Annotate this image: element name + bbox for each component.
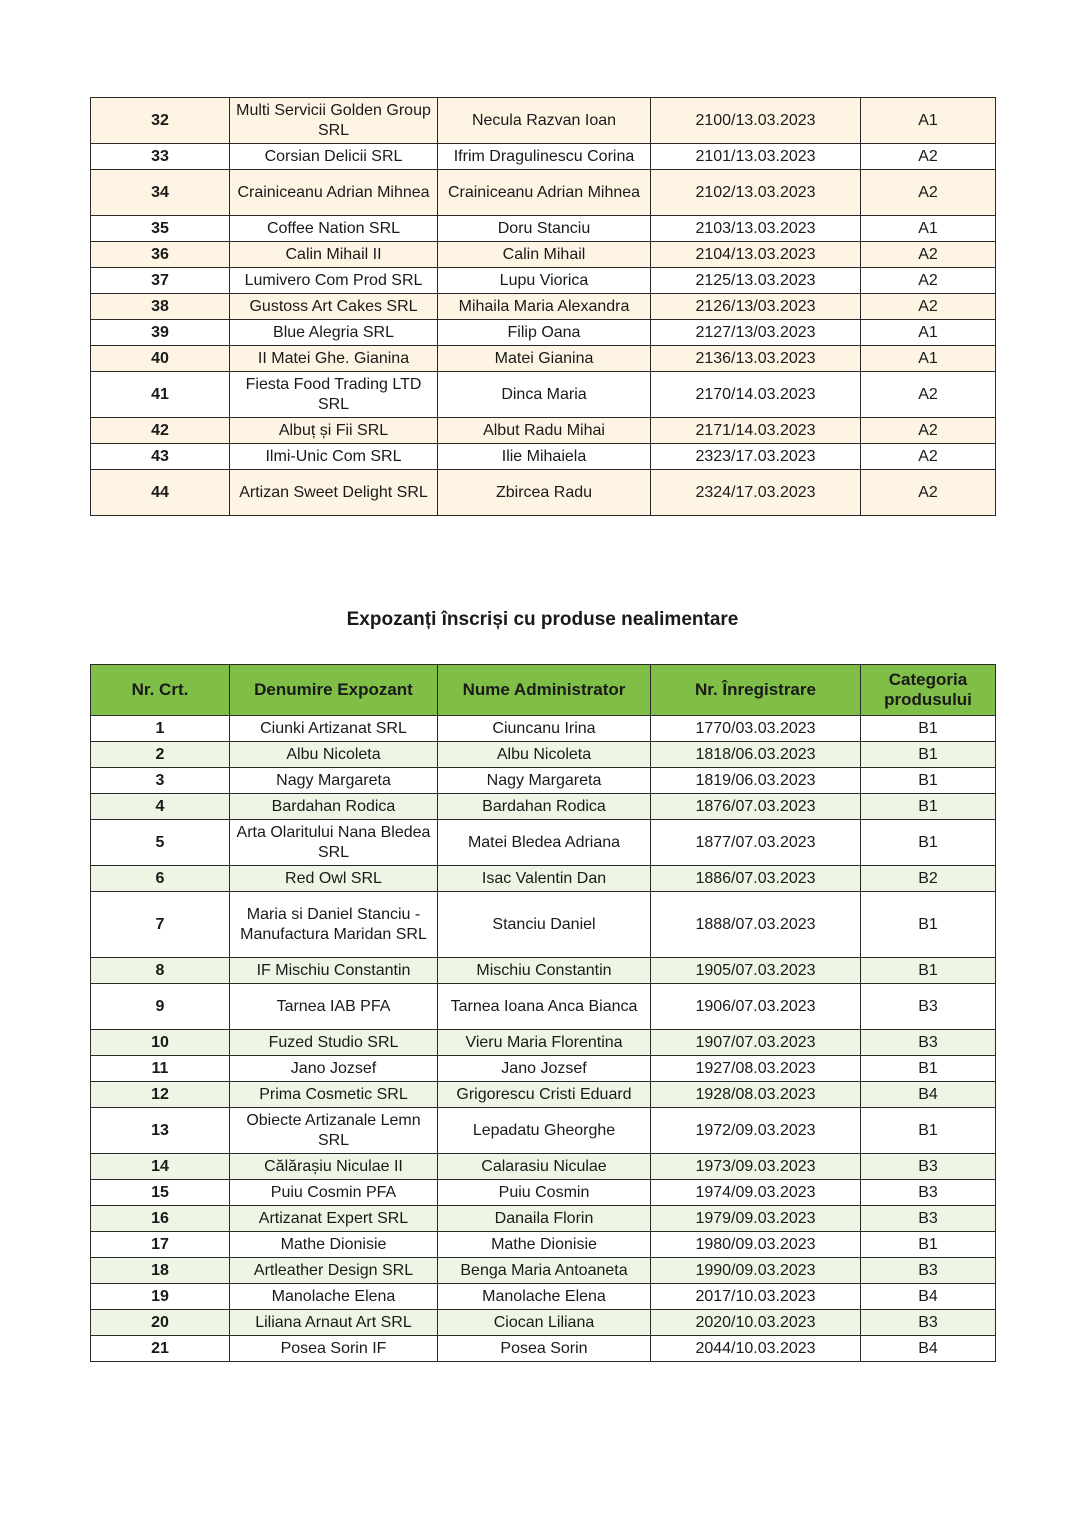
cell-nume-administrator: Ifrim Dragulinescu Corina <box>438 144 651 170</box>
table-row <box>91 1154 996 1180</box>
cell-denumire-expozant: Corsian Delicii SRL <box>230 144 438 170</box>
cell-nr-crt: 41 <box>91 372 230 418</box>
cell-nume-administrator: Manolache Elena <box>438 1284 651 1310</box>
cell-categoria: A2 <box>861 144 996 170</box>
cell-nr-inregistrare: 1973/09.03.2023 <box>651 1154 861 1180</box>
cell-nume-administrator: Matei Gianina <box>438 346 651 372</box>
cell-nume-administrator: Matei Bledea Adriana <box>438 820 651 866</box>
cell-nume-administrator: Mathe Dionisie <box>438 1232 651 1258</box>
cell-nume-administrator: Puiu Cosmin <box>438 1180 651 1206</box>
cell-nr-crt: 40 <box>91 346 230 372</box>
cell-denumire-expozant: Prima Cosmetic SRL <box>230 1082 438 1108</box>
cell-nr-crt: 11 <box>91 1056 230 1082</box>
cell-nr-crt: 8 <box>91 958 230 984</box>
cell-nr-crt: 5 <box>91 820 230 866</box>
cell-nr-crt: 16 <box>91 1206 230 1232</box>
cell-denumire-expozant: Crainiceanu Adrian Mihnea <box>230 170 438 216</box>
cell-nr-inregistrare: 1818/06.03.2023 <box>651 742 861 768</box>
cell-categoria: B3 <box>861 1030 996 1056</box>
cell-nume-administrator: Jano Jozsef <box>438 1056 651 1082</box>
table-row <box>91 216 996 242</box>
table-row <box>91 1082 996 1108</box>
cell-nr-crt: 15 <box>91 1180 230 1206</box>
cell-categoria: B1 <box>861 1232 996 1258</box>
cell-denumire-expozant: Lumivero Com Prod SRL <box>230 268 438 294</box>
cell-categoria: B4 <box>861 1284 996 1310</box>
cell-nr-crt: 44 <box>91 470 230 516</box>
cell-categoria: B3 <box>861 984 996 1030</box>
cell-nume-administrator: Benga Maria Antoaneta <box>438 1258 651 1284</box>
cell-nr-crt: 4 <box>91 794 230 820</box>
cell-categoria: B3 <box>861 1258 996 1284</box>
cell-nr-inregistrare: 2101/13.03.2023 <box>651 144 861 170</box>
cell-nume-administrator: Isac Valentin Dan <box>438 866 651 892</box>
cell-nr-crt: 36 <box>91 242 230 268</box>
table-row <box>91 144 996 170</box>
cell-nr-inregistrare: 1876/07.03.2023 <box>651 794 861 820</box>
cell-categoria: A2 <box>861 444 996 470</box>
cell-denumire-expozant: Multi Servicii Golden Group SRL <box>230 98 438 144</box>
cell-categoria: B3 <box>861 1180 996 1206</box>
section-title: Expozanți înscriși cu produse nealimentare <box>346 609 739 630</box>
cell-nr-crt: 37 <box>91 268 230 294</box>
cell-nume-administrator: Doru Stanciu <box>438 216 651 242</box>
cell-nr-inregistrare: 1979/09.03.2023 <box>651 1206 861 1232</box>
cell-nr-inregistrare: 1972/09.03.2023 <box>651 1108 861 1154</box>
table-row <box>91 1030 996 1056</box>
cell-nr-inregistrare: 2104/13.03.2023 <box>651 242 861 268</box>
cell-nr-crt: 39 <box>91 320 230 346</box>
cell-nume-administrator: Albu Nicoleta <box>438 742 651 768</box>
cell-denumire-expozant: Maria si Daniel Stanciu - Manufactura Maridan SRL <box>230 892 438 958</box>
table-row <box>91 1232 996 1258</box>
cell-categoria: B1 <box>861 892 996 958</box>
cell-denumire-expozant: Posea Sorin IF <box>230 1336 438 1362</box>
cell-nr-crt: 34 <box>91 170 230 216</box>
cell-nr-inregistrare: 2017/10.03.2023 <box>651 1284 861 1310</box>
cell-nr-crt: 18 <box>91 1258 230 1284</box>
header-nr-crt: Nr. Crt. <box>91 665 230 716</box>
cell-nr-inregistrare: 2100/13.03.2023 <box>651 98 861 144</box>
cell-denumire-expozant: Bardahan Rodica <box>230 794 438 820</box>
cell-denumire-expozant: Artizanat Expert SRL <box>230 1206 438 1232</box>
table-row <box>91 346 996 372</box>
cell-categoria: A2 <box>861 470 996 516</box>
cell-nr-crt: 2 <box>91 742 230 768</box>
cell-denumire-expozant: Fuzed Studio SRL <box>230 1030 438 1056</box>
cell-nr-inregistrare: 1886/07.03.2023 <box>651 866 861 892</box>
header-nume-administrator: Nume Administrator <box>438 665 651 716</box>
cell-nr-inregistrare: 2170/14.03.2023 <box>651 372 861 418</box>
table-row <box>91 470 996 516</box>
table-row <box>91 984 996 1030</box>
cell-nr-inregistrare: 2125/13.03.2023 <box>651 268 861 294</box>
cell-nr-inregistrare: 2103/13.03.2023 <box>651 216 861 242</box>
cell-denumire-expozant: Liliana Arnaut Art SRL <box>230 1310 438 1336</box>
cell-nr-inregistrare: 1927/08.03.2023 <box>651 1056 861 1082</box>
food-exhibitors-table <box>90 97 996 516</box>
table-row <box>91 98 996 144</box>
table-row <box>91 294 996 320</box>
cell-nume-administrator: Crainiceanu Adrian Mihnea <box>438 170 651 216</box>
cell-nr-crt: 35 <box>91 216 230 242</box>
cell-categoria: A1 <box>861 98 996 144</box>
cell-nume-administrator: Vieru Maria Florentina <box>438 1030 651 1056</box>
cell-nr-inregistrare: 1928/08.03.2023 <box>651 1082 861 1108</box>
header-denumire-expozant: Denumire Expozant <box>230 665 438 716</box>
cell-categoria: B1 <box>861 1056 996 1082</box>
table-row <box>91 1284 996 1310</box>
cell-nr-inregistrare: 1990/09.03.2023 <box>651 1258 861 1284</box>
cell-nr-inregistrare: 1888/07.03.2023 <box>651 892 861 958</box>
table-row <box>91 1108 996 1154</box>
cell-nr-crt: 7 <box>91 892 230 958</box>
cell-categoria: A1 <box>861 346 996 372</box>
cell-denumire-expozant: Coffee Nation SRL <box>230 216 438 242</box>
cell-nr-inregistrare: 2020/10.03.2023 <box>651 1310 861 1336</box>
cell-nr-crt: 3 <box>91 768 230 794</box>
cell-categoria: B1 <box>861 1108 996 1154</box>
cell-nr-crt: 43 <box>91 444 230 470</box>
table-row <box>91 892 996 958</box>
cell-categoria: B1 <box>861 716 996 742</box>
table-row <box>91 1258 996 1284</box>
cell-nume-administrator: Calin Mihail <box>438 242 651 268</box>
table-row <box>91 170 996 216</box>
cell-categoria: B1 <box>861 958 996 984</box>
table-row <box>91 1336 996 1362</box>
cell-nr-crt: 42 <box>91 418 230 444</box>
cell-denumire-expozant: Albu Nicoleta <box>230 742 438 768</box>
cell-nr-inregistrare: 2136/13.03.2023 <box>651 346 861 372</box>
cell-nume-administrator: Dinca Maria <box>438 372 651 418</box>
cell-nr-inregistrare: 1907/07.03.2023 <box>651 1030 861 1056</box>
cell-nr-inregistrare: 2324/17.03.2023 <box>651 470 861 516</box>
nonfood-table-body <box>91 716 996 1362</box>
cell-nr-inregistrare: 1974/09.03.2023 <box>651 1180 861 1206</box>
cell-nume-administrator: Danaila Florin <box>438 1206 651 1232</box>
cell-denumire-expozant: Ciunki Artizanat SRL <box>230 716 438 742</box>
cell-denumire-expozant: Calin Mihail II <box>230 242 438 268</box>
header-row <box>91 665 996 716</box>
cell-nr-inregistrare: 1906/07.03.2023 <box>651 984 861 1030</box>
cell-nr-crt: 1 <box>91 716 230 742</box>
cell-categoria: B4 <box>861 1336 996 1362</box>
cell-categoria: B3 <box>861 1154 996 1180</box>
table-row <box>91 1056 996 1082</box>
cell-categoria: A1 <box>861 320 996 346</box>
cell-nr-inregistrare: 1905/07.03.2023 <box>651 958 861 984</box>
cell-nr-crt: 33 <box>91 144 230 170</box>
cell-nume-administrator: Ciocan Liliana <box>438 1310 651 1336</box>
cell-denumire-expozant: Mathe Dionisie <box>230 1232 438 1258</box>
cell-categoria: A2 <box>861 268 996 294</box>
cell-nr-crt: 20 <box>91 1310 230 1336</box>
table-row <box>91 418 996 444</box>
cell-nr-inregistrare: 2126/13/03.2023 <box>651 294 861 320</box>
cell-categoria: B3 <box>861 1310 996 1336</box>
cell-nume-administrator: Calarasiu Niculae <box>438 1154 651 1180</box>
cell-nr-inregistrare: 1770/03.03.2023 <box>651 716 861 742</box>
cell-denumire-expozant: Puiu Cosmin PFA <box>230 1180 438 1206</box>
table-row <box>91 444 996 470</box>
cell-denumire-expozant: Artizan Sweet Delight SRL <box>230 470 438 516</box>
cell-nume-administrator: Bardahan Rodica <box>438 794 651 820</box>
table-row <box>91 794 996 820</box>
cell-nr-crt: 32 <box>91 98 230 144</box>
cell-nume-administrator: Nagy Margareta <box>438 768 651 794</box>
table-row <box>91 372 996 418</box>
cell-nume-administrator: Zbircea Radu <box>438 470 651 516</box>
cell-nr-crt: 10 <box>91 1030 230 1056</box>
cell-nume-administrator: Tarnea Ioana Anca Bianca <box>438 984 651 1030</box>
cell-denumire-expozant: Blue Alegria SRL <box>230 320 438 346</box>
cell-nume-administrator: Mihaila Maria Alexandra <box>438 294 651 320</box>
header-nr-inregistrare: Nr. Înregistrare <box>651 665 861 716</box>
cell-nr-crt: 21 <box>91 1336 230 1362</box>
cell-denumire-expozant: II Matei Ghe. Gianina <box>230 346 438 372</box>
table-row <box>91 1206 996 1232</box>
cell-denumire-expozant: Nagy Margareta <box>230 768 438 794</box>
cell-nume-administrator: Lupu Viorica <box>438 268 651 294</box>
food-table-body <box>91 98 996 516</box>
cell-nr-inregistrare: 2102/13.03.2023 <box>651 170 861 216</box>
cell-categoria: B2 <box>861 866 996 892</box>
cell-nume-administrator: Grigorescu Cristi Eduard <box>438 1082 651 1108</box>
table-row <box>91 242 996 268</box>
table-row <box>91 768 996 794</box>
cell-nr-crt: 17 <box>91 1232 230 1258</box>
cell-categoria: A2 <box>861 372 996 418</box>
cell-nume-administrator: Necula Razvan Ioan <box>438 98 651 144</box>
cell-denumire-expozant: Obiecte Artizanale Lemn SRL <box>230 1108 438 1154</box>
cell-nume-administrator: Albut Radu Mihai <box>438 418 651 444</box>
table-row <box>91 716 996 742</box>
cell-nume-administrator: Filip Oana <box>438 320 651 346</box>
cell-nr-inregistrare: 2171/14.03.2023 <box>651 418 861 444</box>
table-row <box>91 320 996 346</box>
cell-nr-inregistrare: 2127/13/03.2023 <box>651 320 861 346</box>
cell-categoria: A2 <box>861 170 996 216</box>
cell-nume-administrator: Ciuncanu Irina <box>438 716 651 742</box>
cell-denumire-expozant: Artleather Design SRL <box>230 1258 438 1284</box>
cell-categoria: B4 <box>861 1082 996 1108</box>
cell-denumire-expozant: Arta Olaritului Nana Bledea SRL <box>230 820 438 866</box>
cell-categoria: A1 <box>861 216 996 242</box>
cell-denumire-expozant: Tarnea IAB PFA <box>230 984 438 1030</box>
cell-nr-crt: 12 <box>91 1082 230 1108</box>
cell-denumire-expozant: Ilmi-Unic Com SRL <box>230 444 438 470</box>
cell-nr-crt: 14 <box>91 1154 230 1180</box>
table-row <box>91 958 996 984</box>
cell-nr-inregistrare: 2323/17.03.2023 <box>651 444 861 470</box>
header-categoria-produsului: Categoria produsului <box>861 665 996 716</box>
table-row <box>91 1310 996 1336</box>
cell-denumire-expozant: Manolache Elena <box>230 1284 438 1310</box>
table-row <box>91 820 996 866</box>
cell-nr-crt: 9 <box>91 984 230 1030</box>
cell-nume-administrator: Mischiu Constantin <box>438 958 651 984</box>
table-row <box>91 268 996 294</box>
table-row <box>91 742 996 768</box>
cell-denumire-expozant: Red Owl SRL <box>230 866 438 892</box>
cell-nr-inregistrare: 2044/10.03.2023 <box>651 1336 861 1362</box>
cell-nr-inregistrare: 1877/07.03.2023 <box>651 820 861 866</box>
cell-nume-administrator: Stanciu Daniel <box>438 892 651 958</box>
cell-categoria: B1 <box>861 768 996 794</box>
cell-nr-inregistrare: 1980/09.03.2023 <box>651 1232 861 1258</box>
cell-nume-administrator: Ilie Mihaiela <box>438 444 651 470</box>
cell-denumire-expozant: Albuț și Fii SRL <box>230 418 438 444</box>
cell-denumire-expozant: Jano Jozsef <box>230 1056 438 1082</box>
cell-nr-crt: 19 <box>91 1284 230 1310</box>
table-row <box>91 866 996 892</box>
cell-nr-crt: 38 <box>91 294 230 320</box>
cell-nr-crt: 13 <box>91 1108 230 1154</box>
cell-categoria: B1 <box>861 820 996 866</box>
cell-categoria: A2 <box>861 294 996 320</box>
cell-categoria: B3 <box>861 1206 996 1232</box>
cell-nume-administrator: Posea Sorin <box>438 1336 651 1362</box>
cell-denumire-expozant: IF Mischiu Constantin <box>230 958 438 984</box>
cell-categoria: A2 <box>861 418 996 444</box>
cell-denumire-expozant: Fiesta Food Trading LTD SRL <box>230 372 438 418</box>
cell-categoria: A2 <box>861 242 996 268</box>
cell-categoria: B1 <box>861 794 996 820</box>
cell-nume-administrator: Lepadatu Gheorghe <box>438 1108 651 1154</box>
cell-denumire-expozant: Gustoss Art Cakes SRL <box>230 294 438 320</box>
cell-nr-inregistrare: 1819/06.03.2023 <box>651 768 861 794</box>
nonfood-exhibitors-table <box>90 664 996 1362</box>
cell-nr-crt: 6 <box>91 866 230 892</box>
cell-categoria: B1 <box>861 742 996 768</box>
cell-denumire-expozant: Călărașiu Niculae II <box>230 1154 438 1180</box>
table-row <box>91 1180 996 1206</box>
